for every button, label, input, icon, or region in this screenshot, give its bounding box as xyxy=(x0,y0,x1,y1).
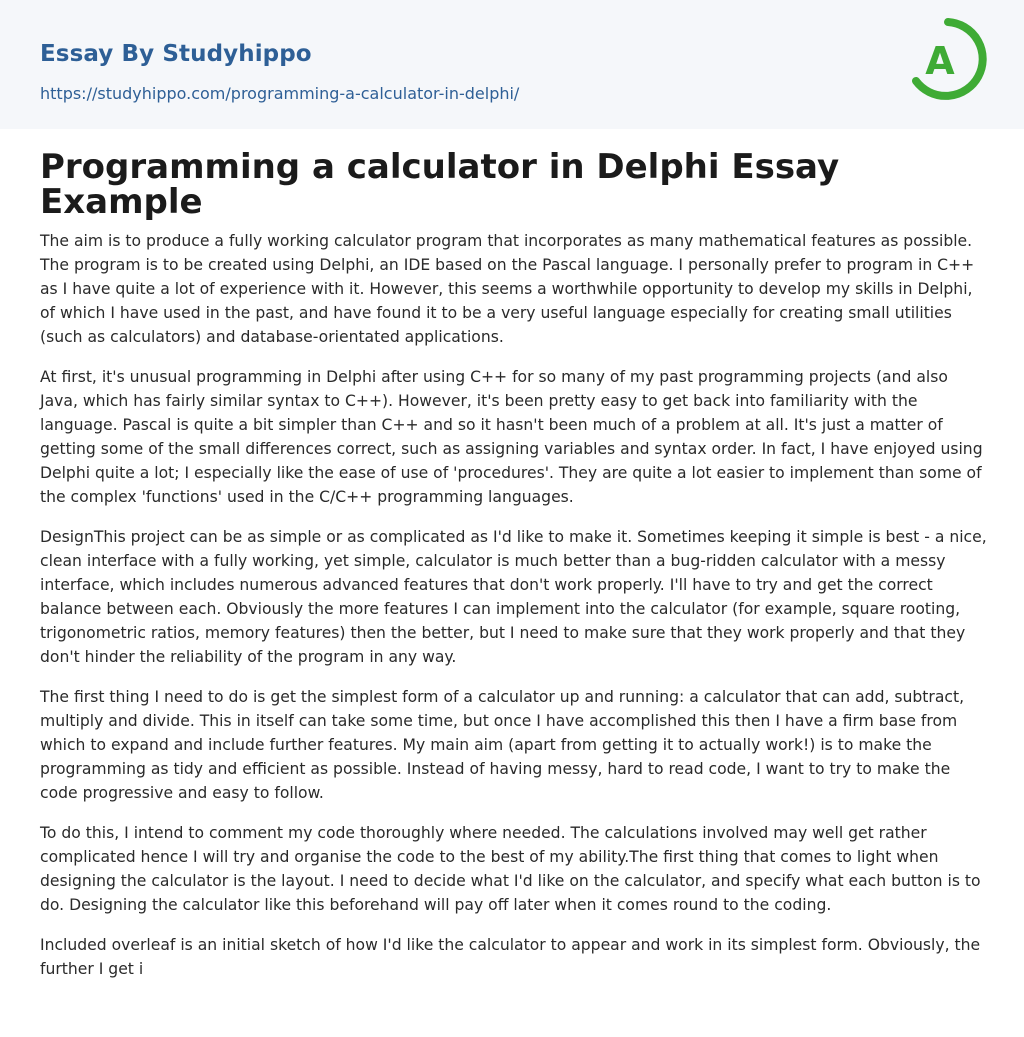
essay-paragraph: The aim is to produce a fully working calculator program that incorporates as many mathematical features as possible. The program is to be created using Delphi, an IDE based on the Pascal language. I personally prefer to program in C++ as I have quite a lot of experience with it. However, this seems a worthwhile opportunity to develop my skills in Delphi, of which I have used in the past, and have found it to be a very useful language especially for creating small utilities (such as calculators) and database-orientated applications. xyxy=(40,232,975,346)
essay-paragraph: DesignThis project can be as simple or as complicated as I'd like to make it. Sometimes keeping it simple is best - a nice, clean interface with a fully working, yet simple, calculator is much better than a bug-ridden calculator with a messy interface, which includes numerous advanced features that don't work properly. I'll have to try and get the correct balance between each. Obviously the more features I can implement into the calculator (for example, square rooting, trigonometric ratios, memory features) then the better, but I need to make sure that they work properly and that they don't hinder the reliability of the program in any way. xyxy=(40,528,987,666)
essay-title: Programming a calculator in Delphi Essay Example xyxy=(40,147,840,222)
logo-letter: A xyxy=(925,39,955,83)
essay-paragraph: The first thing I need to do is get the simplest form of a calculator up and running: a calculator that can add, subtract, multiply and divide. This in itself can take some time, but once I have accomplished this then I have a firm base from which to expand and include further features. My main aim (apart from getting it to actually work!) is to make the programming as tidy and efficient as possible. Instead of having messy, hard to read code, I want to try to make the code progressive and easy to follow. xyxy=(40,688,965,802)
site-brand[interactable]: Essay By Studyhippo xyxy=(40,41,312,67)
essay-paragraph: To do this, I intend to comment my code thoroughly where needed. The calculations involved may well get rather complicated hence I will try and organise the code to the best of my ability.The first thing that comes to light when designing the calculator is the layout. I need to decide what I'd like on the calculator, and specify what each button is to do. Designing the calculator like this beforehand will pay off later when it comes round to the coding. xyxy=(40,824,981,914)
essay-paragraph: At first, it's unusual programming in Delphi after using C++ for so many of my past programming projects (and also Java, which has fairly similar syntax to C++). However, it's been pretty easy to get back into familiarity with the language. Pascal is quite a bit simpler than C++ and so it hasn't been much of a problem at all. It's just a matter of getting some of the small differences correct, such as assigning variables and syntax order. In fact, I have enjoyed using Delphi quite a lot; I especially like the ease of use of 'procedures'. They are quite a lot easier to implement than some of the complex 'functions' used in the C/C++ programming languages. xyxy=(40,368,983,506)
source-url-link[interactable]: https://studyhippo.com/programming-a-calculator-in-delphi/ xyxy=(40,84,520,103)
essay-body xyxy=(40,229,988,997)
essay-paragraph: Included overleaf is an initial sketch of how I'd like the calculator to appear and work in its simplest form. Obviously, the further I get i xyxy=(40,936,981,978)
